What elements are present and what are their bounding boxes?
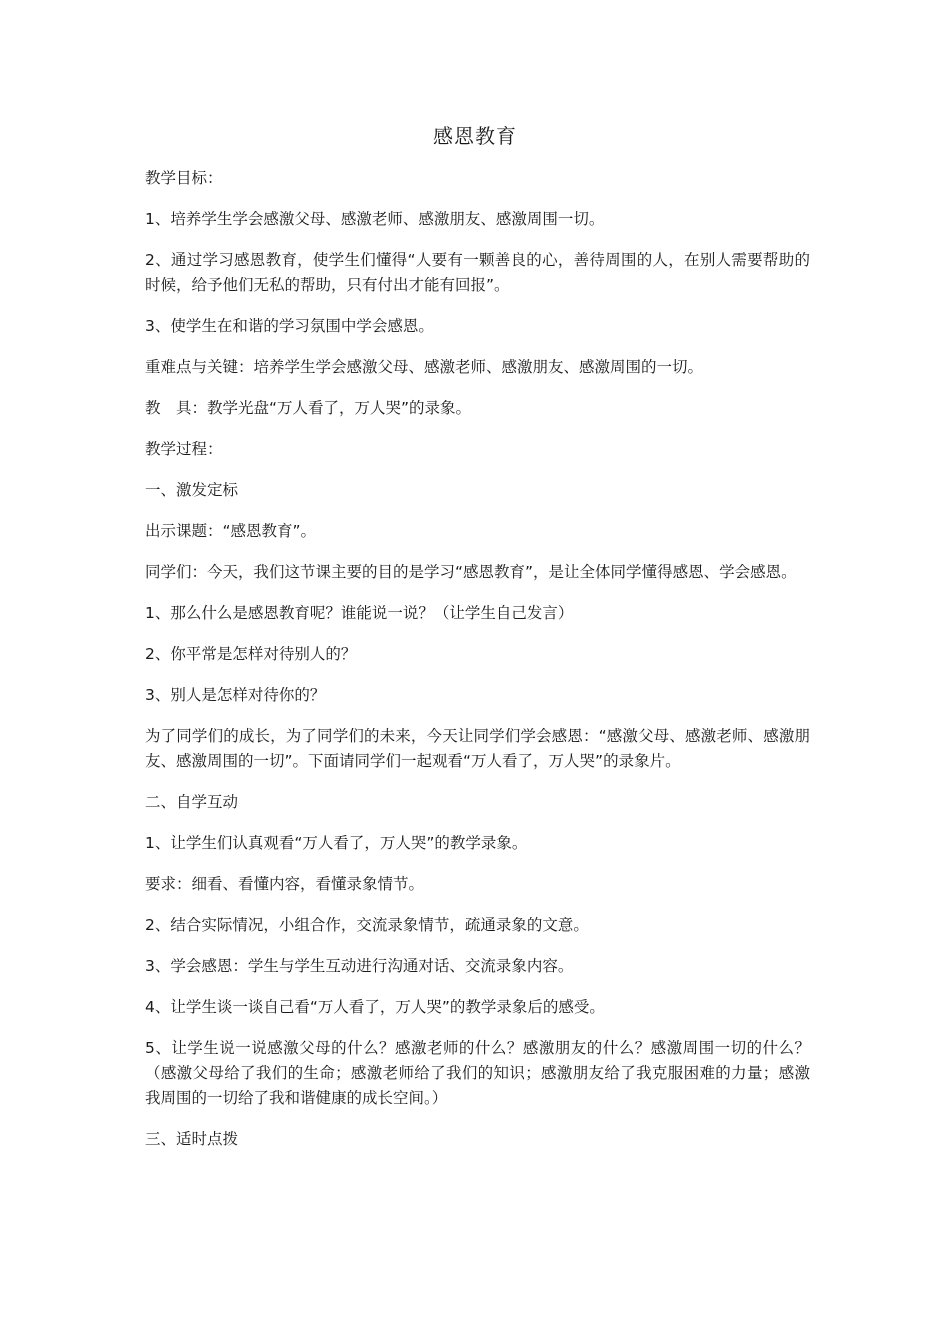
teaching-aids-paragraph: 教 具：教学光盘“万人看了，万人哭”的录象。 [145,399,472,417]
question-item-1: 1、那么什么是感恩教育呢？谁能说一说？（让学生自己发言） [145,604,574,622]
activity-item-2: 2、结合实际情况，小组合作，交流录象情节，疏通录象的文意。 [145,916,589,934]
activity-item-1: 1、让学生们认真观看“万人看了，万人哭”的教学录象。 [145,834,528,852]
intro-paragraph: 同学们：今天，我们这节课主要的目的是学习“感恩教育”，是让全体同学懂得感恩、学会感恩。 [145,563,797,581]
transition-paragraph: 为了同学们的成长，为了同学们的未来，今天让同学们学会感恩：“感激父母、感激老师、感激朋友、感激周围的一切”。下面请同学们一起观看“万人看了，万人哭”的录象片。 [145,727,810,770]
objective-item-2: 2、通过学习感恩教育，使学生们懂得“人要有一颗善良的心，善待周围的人，在别人需要帮助的时候，给予他们无私的帮助，只有付出才能有回报”。 [145,251,810,294]
show-topic-paragraph: 出示课题：“感恩教育”。 [145,522,317,540]
objective-item-1: 1、培养学生学会感激父母、感激老师、感激朋友、感激周围一切。 [145,210,605,228]
document-title: 感恩教育 [433,124,517,148]
section-heading-part-1: 一、激发定标 [145,481,239,499]
key-points-paragraph: 重难点与关键：培养学生学会感激父母、感激老师、感激朋友、感激周围的一切。 [145,358,704,376]
section-heading-part-3: 三、适时点拨 [145,1130,239,1148]
activity-item-3: 3、学会感恩：学生与学生互动进行沟通对话、交流录象内容。 [145,957,574,975]
objective-item-3: 3、使学生在和谐的学习氛围中学会感恩。 [145,317,434,335]
section-heading-process: 教学过程： [145,440,223,458]
activity-item-5: 5、让学生说一说感激父母的什么？感激老师的什么？感激朋友的什么？感激周围一切的什么？（感激父母给了我们的生命；感激老师给了我们的知识；感激朋友给了我克服困难的力量；感激我周围的一切给了我和谐健康的成长空间。） [145,1039,810,1107]
activity-item-4: 4、让学生谈一谈自己看“万人看了，万人哭”的教学录象后的感受。 [145,998,605,1016]
requirement-paragraph: 要求：细看、看懂内容，看懂录象情节。 [145,875,425,893]
question-item-2: 2、你平常是怎样对待别人的？ [145,645,357,663]
section-heading-objectives: 教学目标： [145,169,223,187]
document-body [145,166,810,1168]
question-item-3: 3、别人是怎样对待你的？ [145,686,326,704]
section-heading-part-2: 二、自学互动 [145,793,239,811]
